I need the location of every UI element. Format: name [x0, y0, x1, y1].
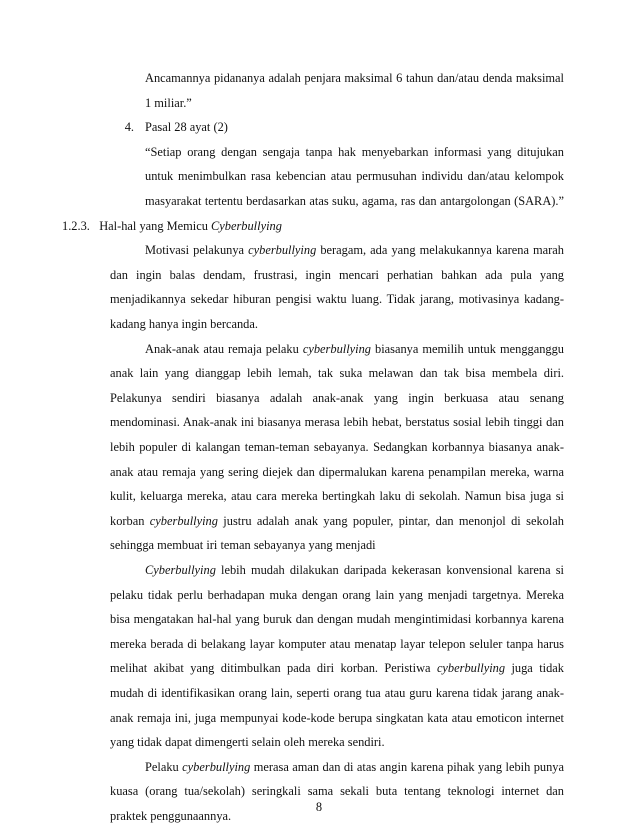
- quote-line: Ancamannya pidananya adalah penjara maksimal 6 tahun dan/atau denda maksimal: [145, 71, 564, 85]
- paragraph-line: Anak-anak atau remaja pelaku cyberbullying biasanya memilih untuk mengganggu: [145, 341, 564, 356]
- quote-line: “Setiap orang dengan sengaja tanpa hak menyebarkan informasi yang ditujukan: [145, 144, 564, 159]
- section-heading: 1.2.3. Hal-hal yang Memicu Cyberbullying: [62, 218, 282, 233]
- quote-line: masyarakat tertentu berdasarkan atas suku, agama, ras dan antargolongan (SARA).”: [145, 194, 564, 208]
- paragraph-line: dan ingin balas dendam, frustrasi, ingin mencari perhatian bahkan ada pula yang: [110, 267, 564, 282]
- paragraph-line: mendominasi. Anak-anak ini biasanya merasa lebih hebat, berstatus sosial lebih tinggi dan: [110, 415, 564, 430]
- paragraph-line: Pelakunya sendiri biasanya adalah anak-anak yang ingin berkuasa atau senang: [110, 390, 564, 405]
- paragraph-line: lebih populer di kalangan teman-teman sebayanya. Sedangkan korbannya biasanya anak-: [110, 440, 564, 454]
- paragraph-line: Motivasi pelakunya cyberbullying beragam, ada yang melakukannya karena marah: [145, 243, 565, 258]
- paragraph-line: melihat akibat yang ditimbulkan pada diri korban. Peristiwa cyberbullying juga tidak: [110, 661, 564, 676]
- paragraph-line: pelaku tidak perlu berhadapan muka dengan orang lain yang menjadi targetnya. Mereka: [110, 587, 564, 602]
- page-number: 8: [315, 800, 323, 814]
- list-item-title: Pasal 28 ayat (2): [145, 120, 228, 135]
- paragraph-line: anak atau remaja yang sering diejek dan dipermalukan karena penampilan mereka, warna: [110, 464, 564, 479]
- list-number: 4.: [124, 120, 134, 135]
- paragraph-line: korban cyberbullying justru adalah anak yang populer, pintar, dan menonjol di sekolah: [110, 513, 564, 528]
- section-number: 1.2.3.: [62, 218, 90, 233]
- paragraph-line: anak lain yang dianggap lebih lemah, tak suka melawan dan tak bisa membela diri.: [110, 366, 564, 381]
- paragraph-line: kuasa (orang tua/sekolah) seringkali sama sekali buta tentang teknologi internet dan: [110, 784, 564, 799]
- paragraph-line: praktek penggunaannya.: [110, 809, 232, 823]
- paragraph-line: mudah di identifikasikan orang lain, seperti orang tua atau guru karena tidak jarang anak-: [110, 686, 564, 700]
- paragraph-line: yang tidak dapat dimengerti selain oleh mereka sendiri.: [110, 735, 385, 750]
- paragraph-line: Cyberbullying lebih mudah dilakukan daripada kekerasan konvensional karena si: [145, 563, 564, 577]
- quote-line: 1 miliar.”: [145, 95, 192, 110]
- quote-line: untuk menimbulkan rasa kebencian atau permusuhan individu dan/atau kelompok: [145, 169, 564, 184]
- paragraph-line: bisa mengatakan hal-hal yang buruk dan dengan mudah mengintimidasi korbannya karena: [110, 612, 564, 627]
- paragraph-line: kadang hanya ingin bercanda.: [110, 317, 258, 331]
- paragraph-line: Pelaku cyberbullying merasa aman dan di atas angin karena pihak yang lebih punya: [145, 759, 565, 774]
- paragraph-line: menjadikannya sekedar hiburan pengisi waktu luang. Tidak jarang, motivasinya kadang-: [110, 292, 564, 307]
- paragraph-line: mereka berada di belakang layar komputer atau menatap layar telepon seluler tanpa harus: [110, 636, 564, 651]
- paragraph-line: kulit, keluarga mereka, atau cara mereka bertingkah laku di sekolah. Namun bisa juga si: [110, 489, 564, 504]
- paragraph-line: sehingga membuat iri teman sebayanya yang menjadi: [110, 538, 376, 553]
- paragraph-line: anak remaja ini, juga mempunyai kode-kode berupa singkatan kata atau emoticon internet: [110, 710, 564, 725]
